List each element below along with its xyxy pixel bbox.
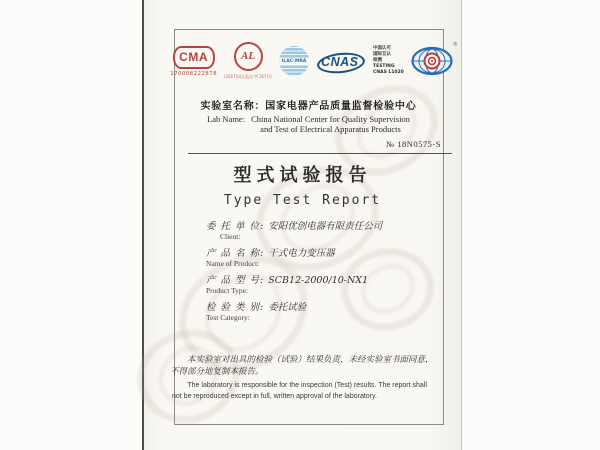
- note-cn-line2: 不得部分地复制本报告。: [170, 367, 264, 378]
- globe-icon: [411, 46, 453, 76]
- ilac-mra-label: ILAC-MRA: [279, 58, 309, 65]
- field-row-client: [206, 218, 453, 242]
- report-fields: [206, 218, 453, 326]
- cal-logo: [224, 42, 272, 80]
- lab-name-en: [174, 114, 443, 134]
- cnas-caption-line: 中国认可: [373, 45, 392, 51]
- field-label-cn: 产 品 名 称:: [206, 248, 265, 259]
- cma-mark-icon: CMA: [173, 46, 215, 69]
- cnas-caption-line: TESTING: [373, 64, 395, 70]
- report-title-cn: 型式试验报告: [233, 165, 372, 186]
- responsibility-note-cn: [170, 354, 441, 379]
- cnas-caption-line: 国际互认: [373, 51, 392, 57]
- accreditation-logos-row: [170, 42, 458, 80]
- field-value: 委托试验: [268, 302, 307, 313]
- lab-name-cn: 实验室名称：国家电器产品质量监督检验中心: [200, 101, 417, 112]
- cma-logo: [170, 46, 217, 77]
- field-row-test-category: [206, 299, 453, 323]
- field-value: 安阳优创电器有限责任公司: [268, 221, 383, 232]
- note-cn-line1: 本实验室对出具的检验（试验）结果负责，未经实验室书面同意，: [187, 355, 434, 365]
- lab-name-block: [174, 97, 443, 134]
- globe-certification-logo: [411, 42, 458, 76]
- scanned-paper: [142, 0, 462, 450]
- ilac-globe-icon: [279, 46, 309, 76]
- field-label-en: Product Type:: [206, 286, 249, 295]
- horizontal-rule: [188, 153, 452, 154]
- cal-certificate-caption: (2017)国认监认字(167)号: [223, 74, 273, 79]
- cnas-caption-line: CNAS L1020: [373, 70, 404, 76]
- cnas-mark-icon: CNAS: [316, 48, 366, 75]
- field-label-cn: 检 验 类 别:: [206, 302, 265, 313]
- field-label-en: Test Category:: [206, 313, 250, 322]
- cma-certificate-number: 170008222878: [170, 70, 217, 77]
- cal-mark-icon: AL: [234, 42, 263, 71]
- ilac-mra-logo: [279, 46, 309, 76]
- field-label-en: Client:: [220, 232, 241, 241]
- field-value: 干式电力变压器: [268, 248, 335, 259]
- note-en-line2: not be reproduced except in full, written approval of the laboratory.: [172, 392, 377, 400]
- report-number: № 18N0575-S: [386, 139, 441, 149]
- field-label-cn: 委 托 单 位:: [206, 221, 265, 232]
- cnas-logo: [316, 48, 366, 75]
- field-label-en: Name of Product:: [206, 259, 260, 268]
- responsibility-note-en: [172, 381, 445, 402]
- lab-name-en-line1: China National Center for Quality Supervision: [251, 114, 410, 124]
- registered-trademark-symbol: ®: [452, 42, 458, 48]
- report-title-en: Type Test Report: [223, 193, 382, 208]
- cnas-caption-block: [373, 46, 404, 76]
- lab-name-en-line2: and Test of Electrical Apparatus Products: [260, 124, 401, 134]
- lab-name-en-label: Lab Name:: [207, 114, 246, 124]
- field-value: SCB12-2000/10-NX1: [268, 275, 369, 286]
- field-row-product-type: [206, 272, 453, 296]
- field-label-cn: 产 品 型 号:: [206, 275, 265, 286]
- cnas-caption-line: 检测: [373, 57, 383, 63]
- note-en-line1: The laboratory is responsible for the inspection (Test) results. The report shall: [187, 382, 427, 389]
- field-row-product-name: [206, 245, 453, 269]
